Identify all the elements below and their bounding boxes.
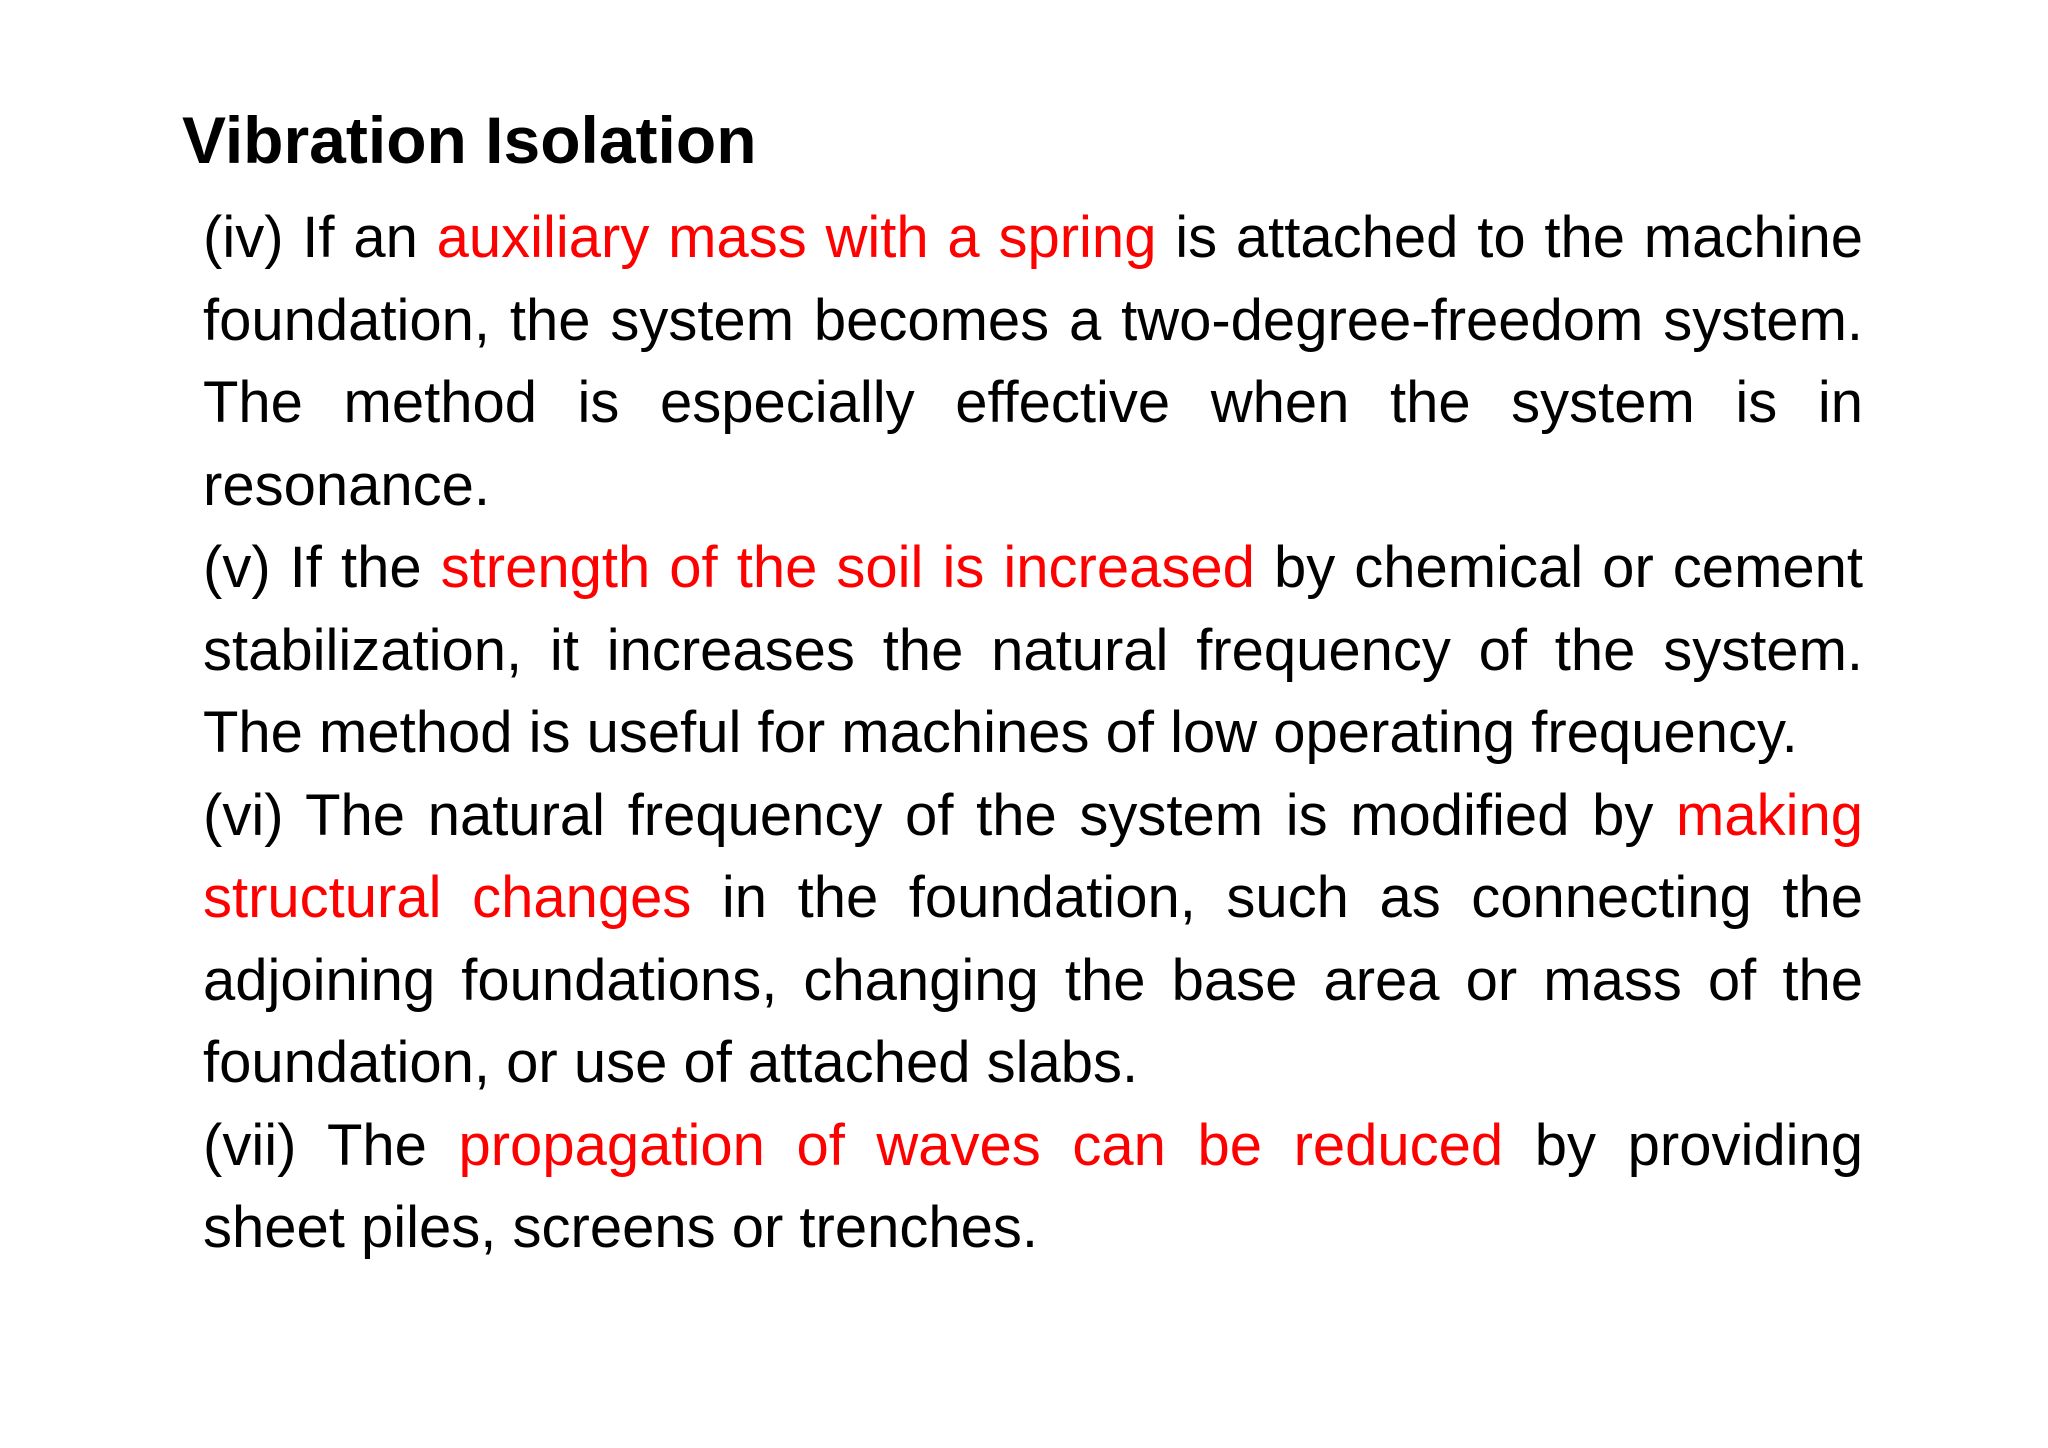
paragraph-text: (iv) If an — [203, 205, 437, 270]
paragraph-vi — [203, 775, 1863, 1105]
slide-body — [203, 197, 1863, 1270]
paragraph-iv — [203, 197, 1863, 527]
paragraph-text: by chemical or cement stabilization, it increases the natural frequency of the system. The method is useful for machines of low operating frequency. — [203, 535, 1864, 765]
paragraph-v — [203, 527, 1863, 775]
paragraph-vii — [203, 1105, 1863, 1270]
paragraph-text: is attached to the machine foundation, the system becomes a two-degree-freedom system. The method is especially effective when the system is in resonance. — [203, 205, 1864, 518]
slide-title: Vibration Isolation — [182, 103, 757, 177]
highlighted-phrase: strength of the soil is increased — [440, 535, 1255, 600]
paragraph-text: (vii) The — [203, 1112, 459, 1178]
paragraph-text: (vi) The natural frequency of the system is modified by — [203, 782, 1677, 848]
paragraph-text: in the foundation, such as connecting the adjoining foundations, changing the base area or mass of the foundation, or use of attached slabs. — [203, 865, 1863, 1095]
highlighted-phrase: propagation of waves can be reduced — [458, 1112, 1504, 1178]
highlighted-phrase: auxiliary mass with a spring — [436, 205, 1157, 270]
paragraph-text: (v) If the — [203, 535, 441, 600]
highlighted-phrase: making structural changes — [203, 782, 1863, 930]
paragraph-text: by providing sheet piles, screens or trenches. — [203, 1112, 1864, 1260]
